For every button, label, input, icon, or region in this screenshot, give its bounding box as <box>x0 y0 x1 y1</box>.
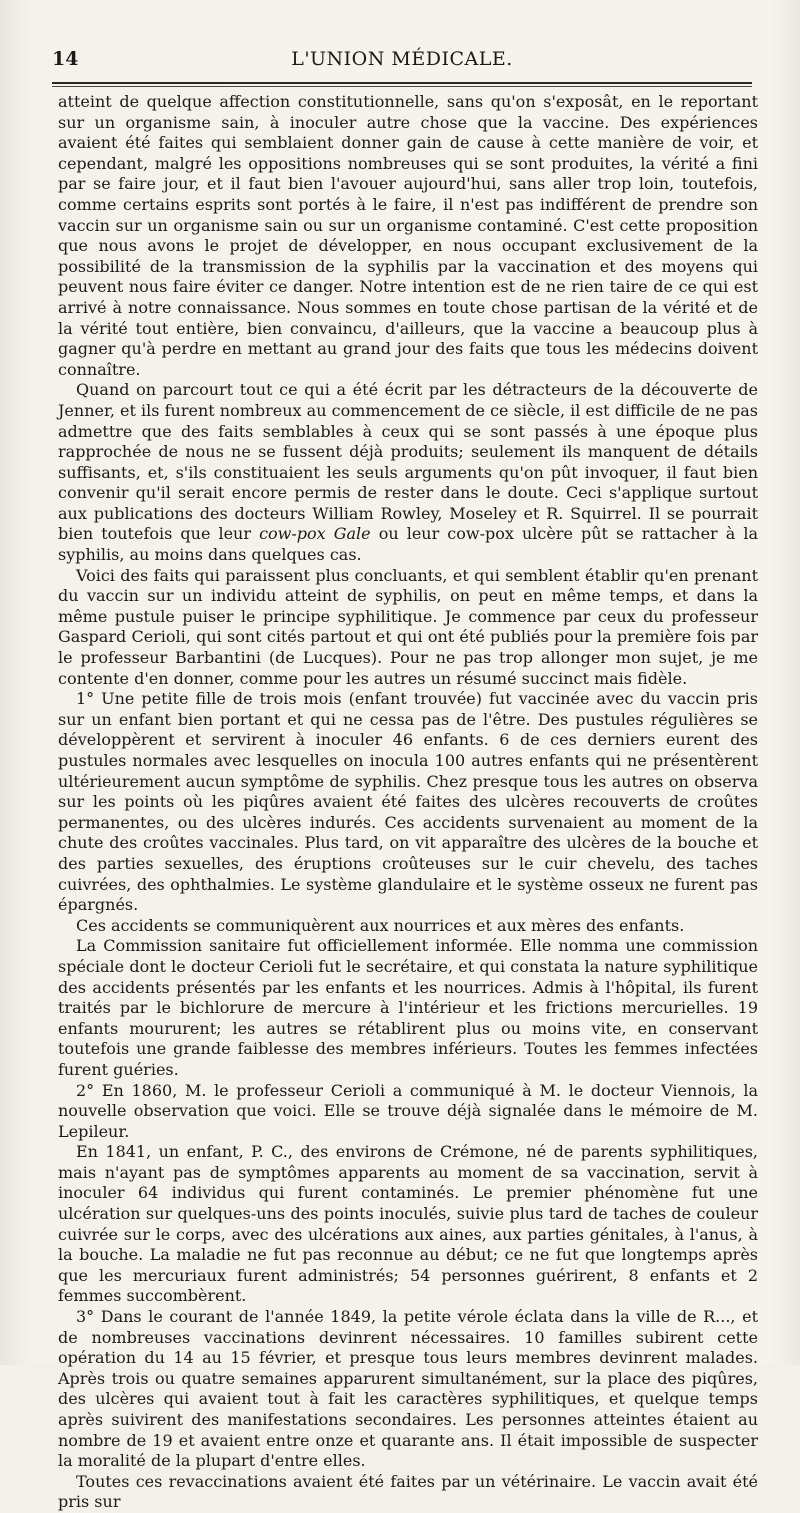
paragraph: 2° En 1860, M. le professeur Cerioli a communiqué à M. le docteur Viennois, la nouvelle observation que voici. Elle se trouve déjà signalée dans le mémoire de M. Lepileur. <box>58 1080 758 1141</box>
page-header <box>52 48 752 78</box>
paragraph: atteint de quelque affection constitutionnelle, sans qu'on s'exposât, en le reportant sur un organisme sain, à inoculer autre chose que la vaccine. Des expériences avaient été faites qui semblaient donner gain de cause à cette manière de voir, et cependant, malgré les oppositions nombreuses qui se sont produites, la vérité a fini par se faire jour, et il faut bien l'avouer aujourd'hui, sans aller trop loin, toutefois, comme certains esprits sont portés à le faire, il n'est pas indifférent de prendre son vaccin sur un organisme sain ou sur un organisme contaminé. C'est cette proposition que nous avons le projet de développer, en nous occupant exclusivement de la possibilité de la transmission de la syphilis par la vaccination et des moyens qui peuvent nous faire éviter ce danger. Notre intention est de ne rien taire de ce qui est arrivé à notre connaissance. Nous sommes en toute chose partisan de la vérité et de la vérité tout entière, bien convaincu, d'ailleurs, que la vaccine a beaucoup plus à gagner qu'à perdre en mettant au grand jour des faits que tous les médecins doivent connaître. <box>58 92 758 379</box>
paragraph-text: ou leur cow-pox ulcère pût se rattacher à la syphilis, au moins dans quelques cas. <box>58 524 759 565</box>
header-rule <box>52 82 752 84</box>
paragraph: La Commission sanitaire fut officiellement informée. Elle nomma une commission spéciale dont le docteur Cerioli fut le secrétaire, et qui constata la nature syphilitique des accidents présentés par les enfants et les nourrices. Admis à l'hôpital, ils furent traités par le bichlorure de mercure à l'intérieur et les frictions mercurielles. 19 enfants moururent; les autres se rétablirent plus ou moins vite, en conservant toutefois une grande faiblesse des membres inférieurs. Toutes les femmes infectées furent guéries. <box>58 936 758 1079</box>
paragraph: Toutes ces revaccinations avaient été faites par un vétérinaire. Le vaccin avait été pris sur <box>58 1471 758 1512</box>
paragraph <box>58 380 758 565</box>
article-body <box>58 92 758 1513</box>
paragraph-text: Quand on parcourt tout ce qui a été écrit par les détracteurs de la découverte de Jenner, et ils furent nombreux au commencement de ce siècle, il est difficile de ne pas admettre que des faits semblables à ceux qui se sont passés à une époque plus rapprochée de nous ne se fussent déjà produits; seulement ils manquent de détails suffisants, et, s'ils constituaient les seuls arguments qu'on pût invoquer, il faut bien convenir qu'il serait encore permis de rester dans le doute. Ceci s'applique surtout aux publications des docteurs William Rowley, Moseley et R. Squirrel. Il se pourrait bien toutefois que leur <box>58 380 758 544</box>
paragraph: Ces accidents se communiquèrent aux nourrices et aux mères des enfants. <box>76 915 685 935</box>
running-title: L'UNION MÉDICALE. <box>291 48 513 70</box>
paragraph: 3° Dans le courant de l'année 1849, la petite vérole éclata dans la ville de R..., et de nombreuses vaccinations devinrent nécessaires. 10 familles subirent cette opération du 14 au 15 février, et presque tous leurs membres devinrent malades. Après trois ou quatre semaines apparurent simultanément, sur la place des piqûres, des ulcères qui avaient tout à fait les caractères syphilitiques, et quelque temps après suivirent des manifestations secondaires. Les personnes atteintes étaient au nombre de 19 et avaient entre onze et quarante ans. Il était impossible de suspecter la moralité de la plupart d'entre elles. <box>58 1307 758 1471</box>
paragraph: 1° Une petite fille de trois mois (enfant trouvée) fut vaccinée avec du vaccin pris sur un enfant bien portant et qui ne cessa pas de l'être. Des pustules régulières se développèrent et servirent à inoculer 46 enfants. 6 de ces derniers eurent des pustules normales avec lesquelles on inocula 100 autres enfants qui ne présentèrent ultérieurement aucun symptôme de syphilis. Chez presque tous les autres on observa sur les points où les piqûres avaient été faites des ulcères recouverts de croûtes permanentes, ou des ulcères indurés. Ces accidents survenaient au moment de la chute des croûtes vaccinales. Plus tard, on vit apparaître des ulcères de la bouche et des parties sexuelles, des éruptions croûteuses sur le cuir chevelu, des taches cuivrées, des ophthalmies. Le système glandulaire et le système osseux ne furent pas épargnés. <box>58 689 758 915</box>
paragraph: Voici des faits qui paraissent plus concluants, et qui semblent établir qu'en prenant du vaccin sur un individu atteint de syphilis, on peut en même temps, et dans la même pustule puiser le principe syphilitique. Je commence par ceux du professeur Gaspard Cerioli, qui sont cités partout et qui ont été publiés pour la première fois par le professeur Barbantini (de Lucques). Pour ne pas trop allonger mon sujet, je me contente d'en donner, comme pour les autres un résumé succinct mais fidèle. <box>58 565 758 688</box>
page-number: 14 <box>52 48 79 70</box>
header-rule-thin <box>52 86 752 87</box>
paragraph: En 1841, un enfant, P. C., des environs de Crémone, né de parents syphilitiques, mais n'ayant pas de symptômes apparents au moment de sa vaccination, servit à inoculer 64 individus qui furent contaminés. Le premier phénomène fut une ulcération sur quelques-uns des points inoculés, suivie plus tard de taches de couleur cuivrée sur le corps, avec des ulcérations aux aines, aux parties génitales, à l'anus, à la bouche. La maladie ne fut pas reconnue au début; ce ne fut que longtemps après que les mercuriaux furent administrés; 54 personnes guérirent, 8 enfants et 2 femmes succombèrent. <box>58 1142 758 1306</box>
italic-term: cow-pox Gale <box>259 524 371 544</box>
